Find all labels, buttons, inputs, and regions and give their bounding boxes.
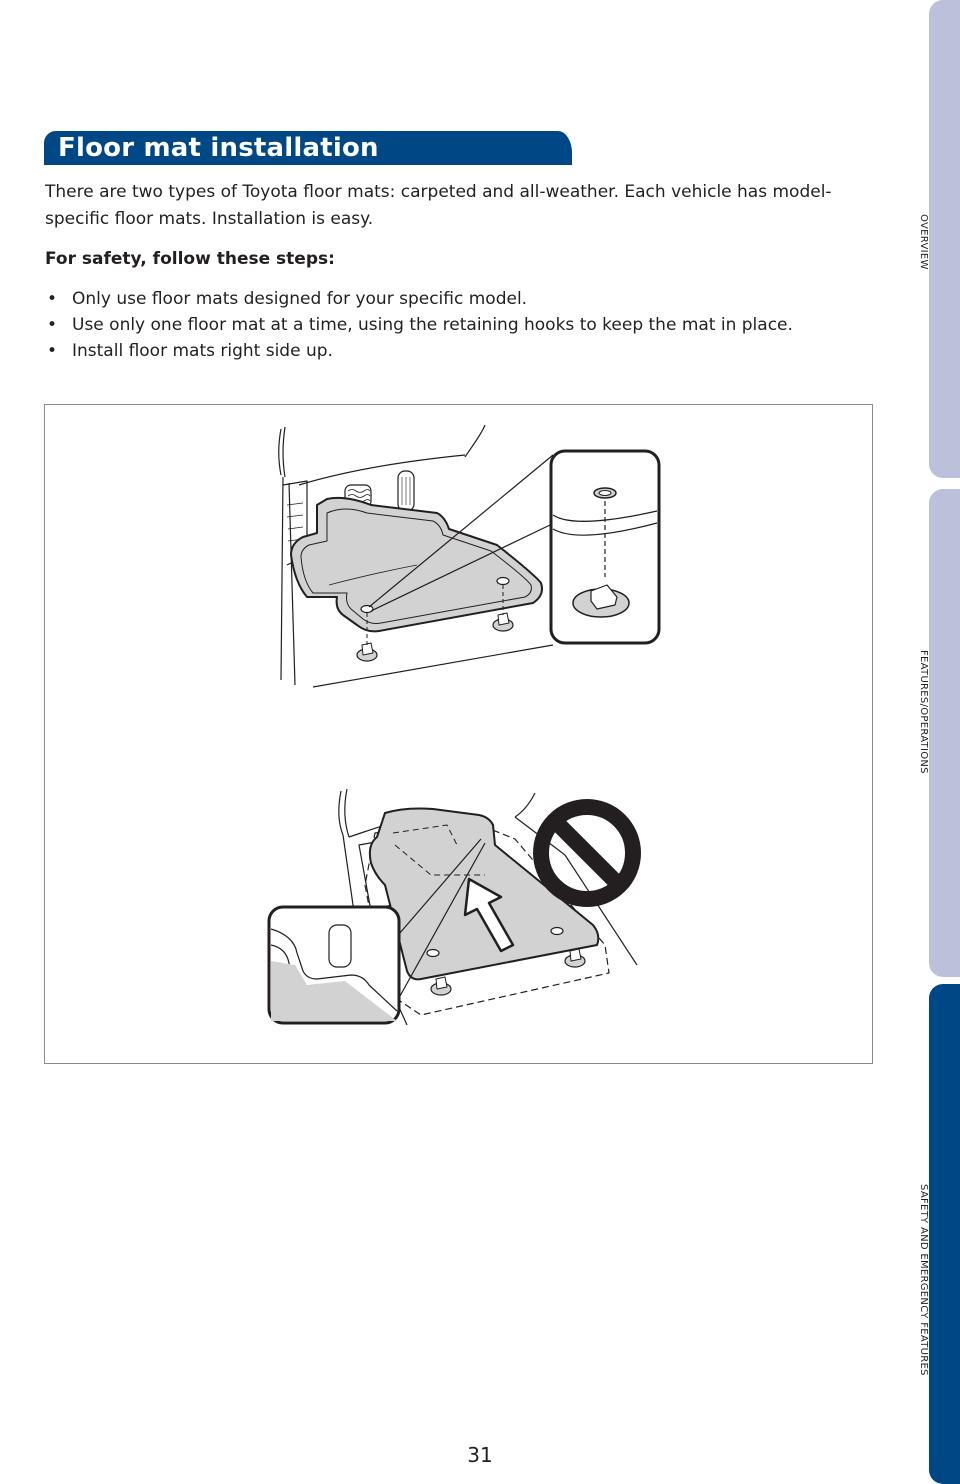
bullet-icon: • [47,341,58,361]
tab-features-operations-label: FEATURES/OPERATIONS [918,650,929,774]
correct-installation-illustration [279,425,659,687]
list-item [45,286,865,312]
tab-safety-and-emergency-features[interactable] [929,984,960,1484]
intro-paragraph: There are two types of Toyota floor mats: carpeted and all-weather. Each vehicle has model-specific floor mats. Installation is easy. [45,182,832,229]
bullet-icon: • [47,289,58,309]
list-item [45,312,865,338]
step-text: Only use floor mats designed for your specific model. [72,289,528,309]
floor-mat-illustration [45,405,874,1065]
tab-overview[interactable] [929,0,960,478]
tab-features-operations[interactable] [929,489,960,977]
step-text: Install floor mats right side up. [72,341,333,361]
steps-heading: For safety, follow these steps: [45,249,335,269]
bullet-icon: • [47,315,58,335]
section-title: Floor mat installation [58,133,379,163]
section-tabs [929,0,960,1484]
tab-overview-label: OVERVIEW [918,214,929,270]
tab-safety-and-emergency-features-label: SAFETY AND EMERGENCY FEATURES [918,1184,929,1376]
section-header [44,131,572,165]
list-item [45,338,865,364]
incorrect-installation-illustration [269,789,637,1025]
step-text: Use only one floor mat at a time, using the retaining hooks to keep the mat in place. [72,315,793,335]
steps-list [45,286,865,364]
illustration-frame [44,404,873,1064]
page-number: 31 [467,1443,493,1467]
